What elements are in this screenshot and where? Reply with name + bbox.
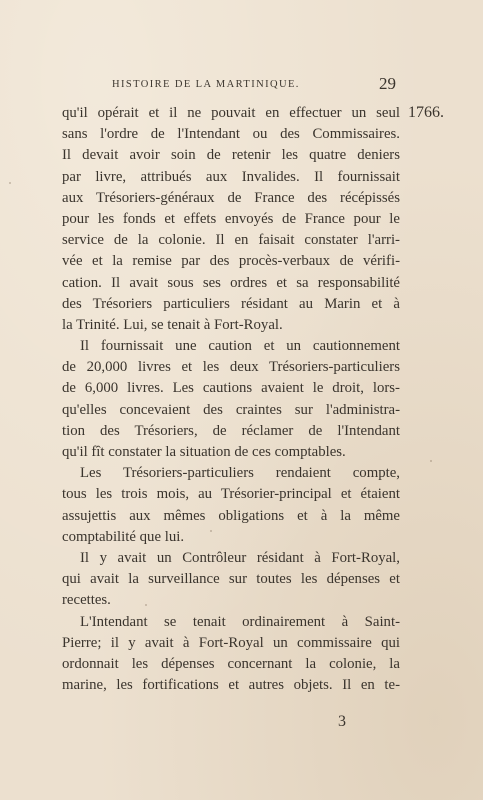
text-line: aux Trésoriers-généraux de France des récépissés (62, 189, 400, 206)
paper-speck (210, 530, 212, 532)
paper-speck (145, 604, 147, 606)
text-line: Il y avait un Contrôleur résidant à Fort-Royal, (80, 549, 400, 566)
text-line: qu'elles concevaient des craintes sur l'administra- (62, 401, 400, 418)
text-line: des Trésoriers particuliers résidant au Marin et à (62, 295, 400, 312)
body-text (62, 103, 400, 696)
text-line: Il devait avoir soin de retenir les quatre deniers (62, 147, 400, 164)
text-line: qu'il fît constater la situation de ces comptables. (62, 444, 346, 460)
text-line: recettes. (62, 592, 111, 609)
paper-speck (430, 460, 432, 462)
page-number: 29 (379, 74, 396, 93)
running-head: HISTOIRE DE LA MARTINIQUE. (112, 79, 300, 90)
text-line: assujettis aux mêmes obligations et à la même (62, 507, 400, 524)
text-line: tion des Trésoriers, de réclamer de l'Intendant (62, 422, 400, 439)
signature-mark: 3 (338, 713, 346, 730)
text-line: de 20,000 livres et les deux Trésoriers-particuliers (62, 359, 400, 376)
text-line: pour les fonds et effets envoyés de France pour le (62, 210, 400, 227)
text-line: qui avait la surveillance sur toutes les dépenses et (62, 571, 400, 588)
text-line: tous les trois mois, au Trésorier-principal et étaient (62, 486, 400, 503)
text-line: la Trinité. Lui, se tenait à Fort-Royal. (62, 316, 283, 333)
text-line: Les Trésoriers-particuliers rendaient compte, (80, 465, 400, 482)
text-line: vée et la remise par des procès-verbaux de vérifi- (62, 253, 400, 270)
text-line: sans l'ordre de l'Intendant ou des Commissaires. (62, 126, 400, 143)
text-line: qu'il opérait et il ne pouvait en effectuer un seul (62, 105, 400, 121)
text-line: par livre, attribués aux Invalides. Il fournissait (62, 168, 400, 185)
text-line: comptabilité que lui. (62, 528, 185, 545)
text-line: Pierre; il y avait à Fort-Royal un commissaire qui (62, 634, 400, 651)
text-line: service de la colonie. Il en faisait constater l'arri- (62, 232, 400, 249)
margin-year: 1766. (408, 104, 444, 121)
text-line: cation. Il avait sous ses ordres et sa responsabilité (62, 274, 400, 291)
text-line: de 6,000 livres. Les cautions avaient le droit, lors- (62, 380, 400, 397)
text-line: ordonnait les dépenses concernant la colonie, la (62, 655, 400, 672)
text-line: L'Intendant se tenait ordinairement à Saint- (80, 613, 400, 630)
text-line: marine, les fortifications et autres objets. Il en te- (62, 677, 400, 694)
paper-speck (9, 182, 11, 184)
text-line: Il fournissait une caution et un cautionnement (80, 338, 400, 355)
